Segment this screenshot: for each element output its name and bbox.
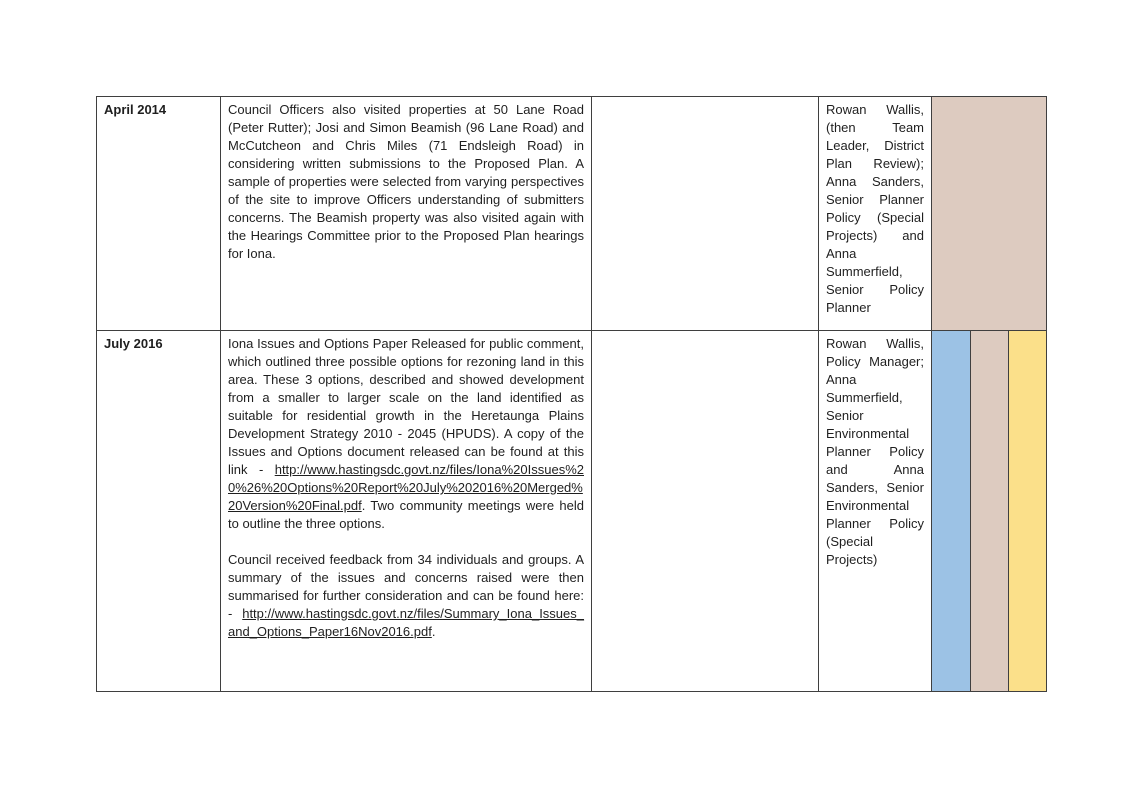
timeline-table bbox=[96, 96, 1047, 692]
empty-cell bbox=[592, 331, 819, 692]
table-row bbox=[97, 331, 1047, 692]
description-cell: Iona Issues and Options Paper Released for public comment, which outlined three possible options for rezoning land in this area. These 3 options, described and showed development from a smaller to larger scale on the land identified as suitable for residential growth in the Heretaunga Plains Development Strategy 2010 - 2045 (HPUDS). A copy of the Issues and Options document released can be found at this link - http://www.hastingsdc.govt.nz/files/Iona%20Issues%20%26%20Options%20Report%20July%202016%20Merged%20Version%20Final.pdf. Two community meetings were held to outline the three options. Council received feedback from 34 individuals and groups. A summary of the issues and concerns raised were then summarised for further consideration and can be found here: - http://www.hastingsdc.govt.nz/files/Summary_Iona_Issues_and_Options_Paper16Nov2016.pdf. bbox=[221, 331, 592, 692]
table-row bbox=[97, 97, 1047, 331]
status-color-cell-tan bbox=[932, 97, 1047, 331]
status-color-cell-blue bbox=[932, 331, 971, 692]
status-color-cell-yellow bbox=[1009, 331, 1047, 692]
date-cell: July 2016 bbox=[97, 331, 221, 692]
empty-cell bbox=[592, 97, 819, 331]
document-link[interactable]: http://www.hastingsdc.govt.nz/files/Summary_Iona_Issues_and_Options_Paper16Nov2016.pdf bbox=[228, 606, 584, 639]
status-color-cell-tan bbox=[971, 331, 1009, 692]
people-cell: Rowan Wallis, (then Team Leader, District Plan Review); Anna Sanders, Senior Planner Policy (Special Projects) and Anna Summerfield, Senior Policy Planner bbox=[819, 97, 932, 331]
document-link[interactable]: http://www.hastingsdc.govt.nz/files/Iona%20Issues%20%26%20Options%20Report%20July%202016%20Merged%20Version%20Final.pdf bbox=[228, 462, 584, 513]
description-cell: Council Officers also visited properties at 50 Lane Road (Peter Rutter); Josi and Simon Beamish (96 Lane Road) and McCutcheon and Chris Miles (71 Endsleigh Road) in considering written submissions to the Proposed Plan. A sample of properties were selected from varying perspectives of the site to improve Officers understanding of submitters concerns. The Beamish property was also visited again with the Hearings Committee prior to the Proposed Plan hearings for Iona. bbox=[221, 97, 592, 331]
date-cell: April 2014 bbox=[97, 97, 221, 331]
people-cell: Rowan Wallis, Policy Manager; Anna Summerfield, Senior Environmental Planner Policy and Anna Sanders, Senior Environmental Planner Policy (Special Projects) bbox=[819, 331, 932, 692]
